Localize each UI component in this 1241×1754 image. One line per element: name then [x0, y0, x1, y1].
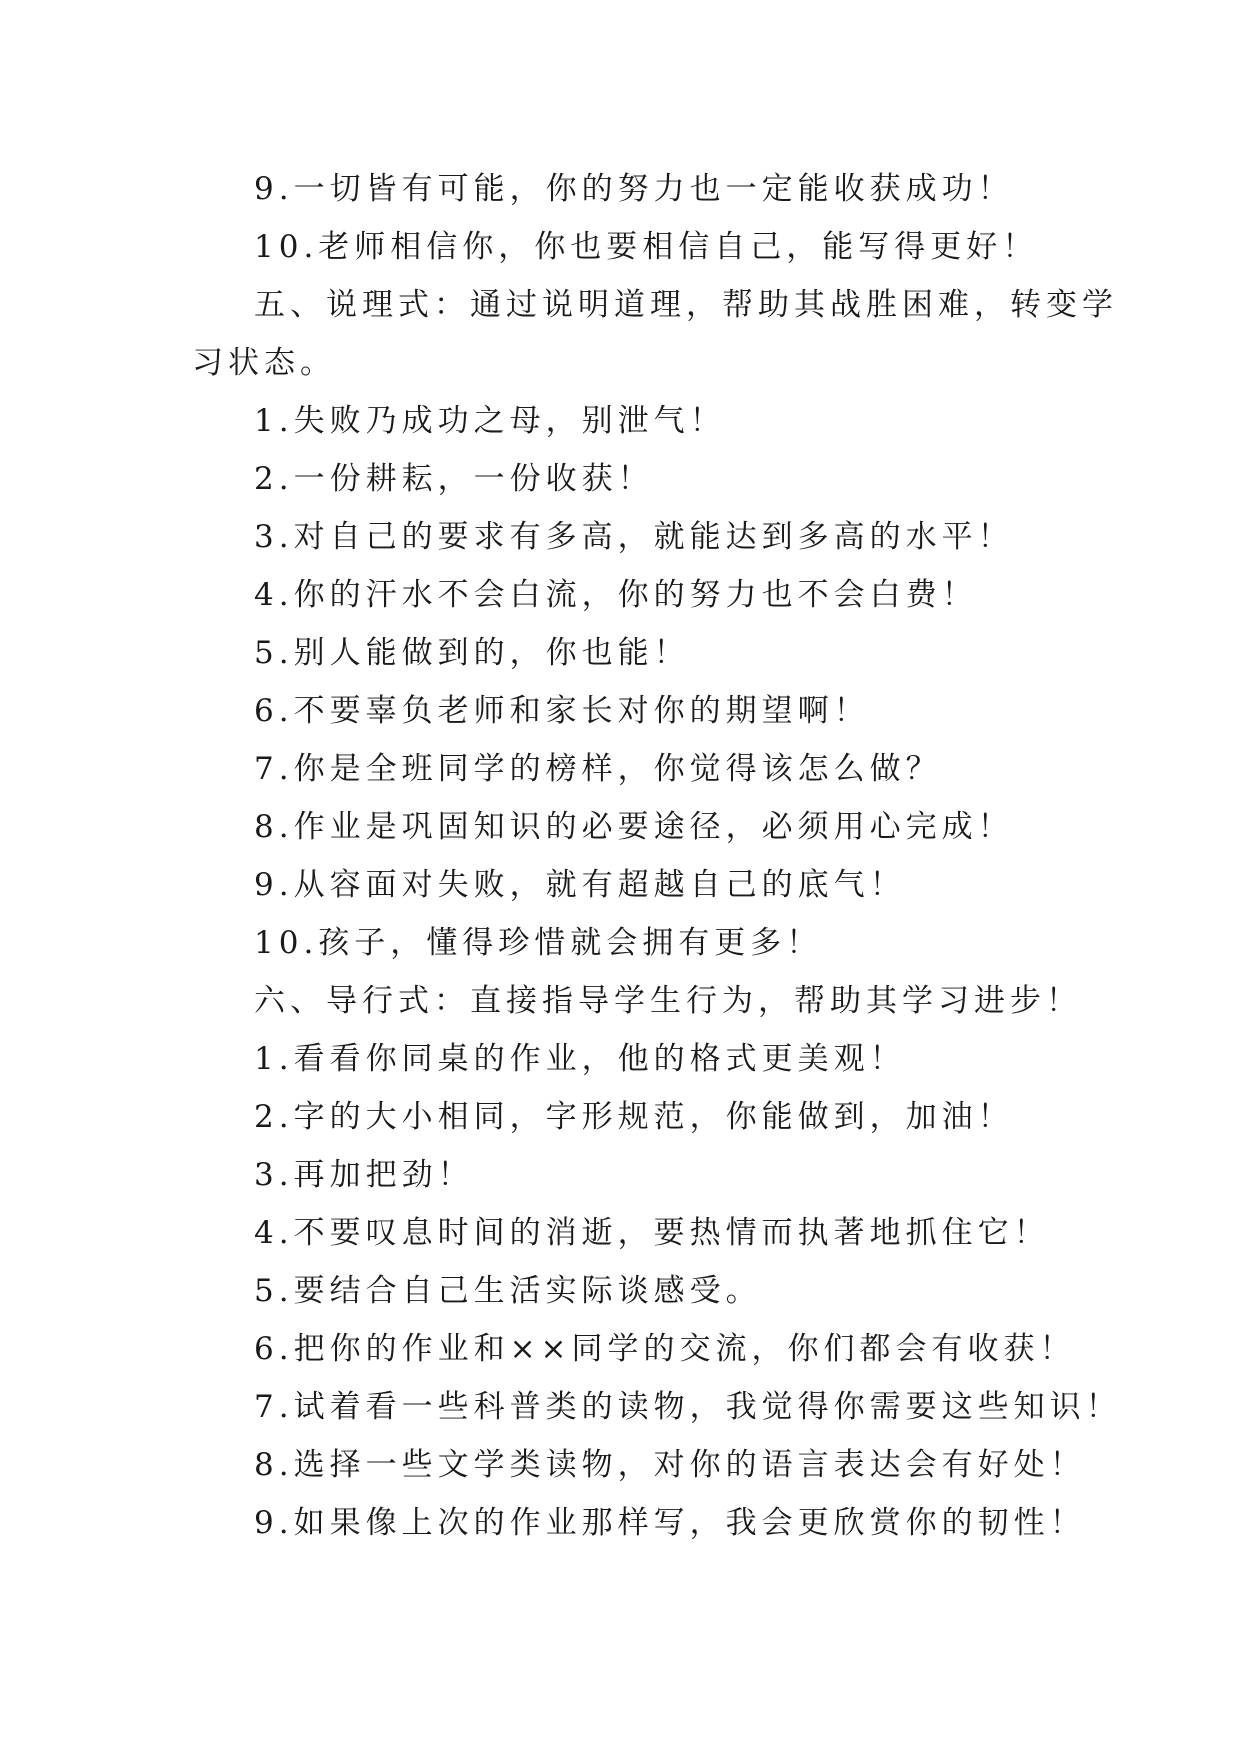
- text-line: 1.失败乃成功之母，别泄气！: [254, 403, 726, 439]
- text-line: 2.字的大小相同，字形规范，你能做到，加油！: [254, 1099, 1014, 1135]
- text-line: 7.你是全班同学的榜样，你觉得该怎么做？: [254, 751, 942, 787]
- section-heading: 五、说理式：通过说明道理，帮助其战胜困难，转变学: [254, 287, 1118, 323]
- text-line: 4.你的汗水不会白流，你的努力也不会白费！: [254, 577, 978, 613]
- text-line: 5.要结合自己生活实际谈感受。: [254, 1273, 762, 1309]
- section-heading: 六、导行式：直接指导学生行为，帮助其学习进步！: [254, 983, 1082, 1019]
- text-line: 2.一份耕耘，一份收获！: [254, 461, 654, 497]
- text-line: 1.看看你同桌的作业，他的格式更美观！: [254, 1041, 906, 1077]
- text-line: 6.不要辜负老师和家长对你的期望啊！: [254, 693, 870, 729]
- text-line: 8.作业是巩固知识的必要途径，必须用心完成！: [254, 809, 1014, 845]
- text-line: 3.对自己的要求有多高，就能达到多高的水平！: [254, 519, 1014, 555]
- section-heading-continuation: 习状态。: [192, 345, 336, 381]
- text-line: 7.试着看一些科普类的读物，我觉得你需要这些知识！: [254, 1389, 1122, 1425]
- text-line: 10.孩子，懂得珍惜就会拥有更多！: [254, 925, 823, 961]
- text-line: 10.老师相信你，你也要相信自己，能写得更好！: [254, 229, 1039, 265]
- text-line: 9.一切皆有可能，你的努力也一定能收获成功！: [254, 171, 1014, 207]
- text-line: 4.不要叹息时间的消逝，要热情而执著地抓住它！: [254, 1215, 1050, 1251]
- text-line: 8.选择一些文学类读物，对你的语言表达会有好处！: [254, 1447, 1086, 1483]
- document-body: [192, 160, 1122, 1552]
- text-line: 9.从容面对失败，就有超越自己的底气！: [254, 867, 906, 903]
- text-line: 9.如果像上次的作业那样写，我会更欣赏你的韧性！: [254, 1505, 1086, 1541]
- text-line: 6.把你的作业和××同学的交流，你们都会有收获！: [254, 1331, 1076, 1367]
- text-line: 3.再加把劲！: [254, 1157, 474, 1193]
- text-line: 5.别人能做到的，你也能！: [254, 635, 690, 671]
